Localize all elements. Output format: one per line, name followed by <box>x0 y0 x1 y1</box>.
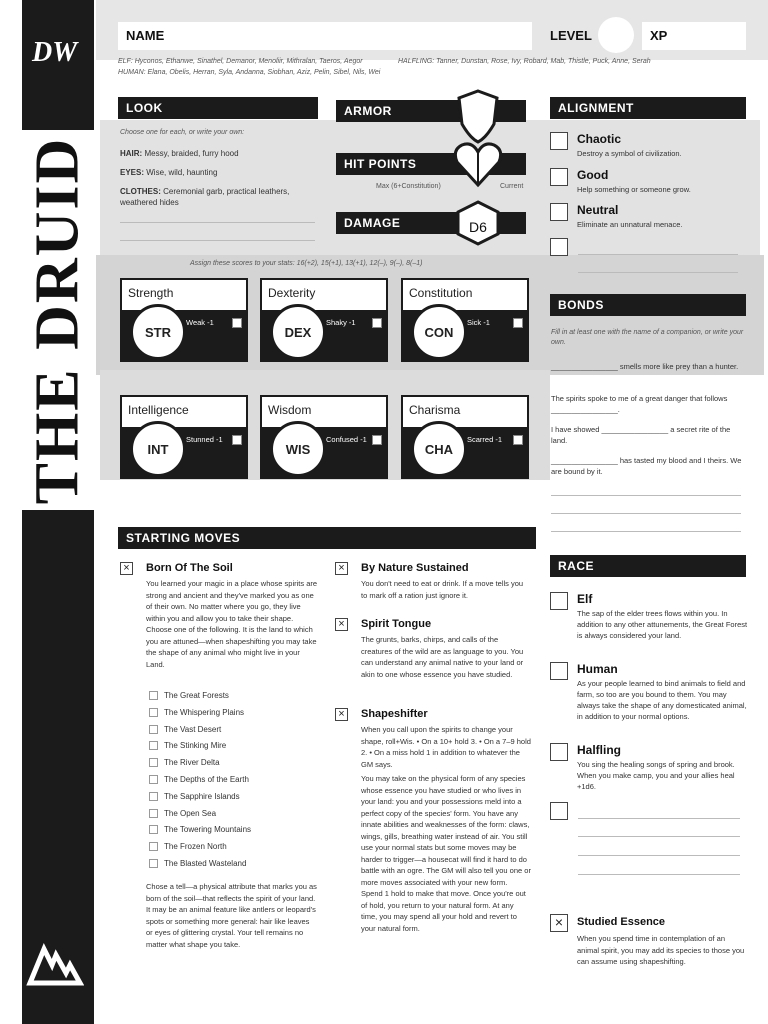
studied-essence-title: Studied Essence <box>577 916 666 928</box>
elf-names: ELF: Hyconos, Ethanwe, Sinathel, Demanor, Menoliir, Mithralan, Taeros, Aegor <box>118 58 363 65</box>
dex-score[interactable]: DEX <box>270 304 326 360</box>
land-option[interactable]: The Towering Mountains <box>149 825 251 834</box>
stat-strength: Strength STR Weak -1 <box>120 278 248 388</box>
shapeshifter-checkbox[interactable]: × <box>335 706 348 724</box>
look-eyes: EYES: Wise, wild, haunting <box>120 168 218 177</box>
hp-max-label: Max (6+Constitution) <box>376 183 441 190</box>
land-option[interactable]: The Vast Desert <box>149 725 221 734</box>
spirit-tongue-title: Spirit Tongue <box>361 618 432 630</box>
studied-essence-text: When you spend time in contemplation of an animal spirit, you may add its species to those you can assume using shapeshifting. <box>577 934 745 966</box>
bond-4[interactable]: ________________ has tasted my blood and I theirs. We are bound by it. <box>551 456 742 476</box>
spirit-tongue-checkbox[interactable]: × <box>335 616 348 634</box>
race-header: RACE <box>550 555 746 577</box>
by-nature-sustained-title: By Nature Sustained <box>361 562 469 574</box>
xp-field[interactable]: XP <box>642 22 746 50</box>
look-clothes: CLOTHES: Ceremonial garb, practical leathers, weathered hides <box>120 187 290 207</box>
starting-moves-header: STARTING MOVES <box>118 527 536 549</box>
studied-essence-checkbox[interactable]: × <box>550 914 568 932</box>
land-option[interactable]: The Great Forests <box>149 691 229 700</box>
bond-2[interactable]: The spirits spoke to me of a great danger that follows ________________. <box>551 394 728 414</box>
race-checkbox[interactable] <box>550 743 568 761</box>
str-score[interactable]: STR <box>130 304 186 360</box>
born-of-the-soil-text: You learned your magic in a place whose spirits are strong and ancient and they've marked you as one of their own. No matter where you go, they live within you and allow you to take their shape. Choose one of the following. It is the land to which you are attuned—when shapeshifting you may take the shape of any animal who might live in your Land. <box>146 579 318 669</box>
wis-score[interactable]: WIS <box>270 421 326 477</box>
spirit-tongue-text: The grunts, barks, chirps, and calls of the creatures of the wild are as language to you. You can understand any animal native to your land or akin to one whose essence you have studied. <box>361 635 524 679</box>
con-score[interactable]: CON <box>411 304 467 360</box>
armor-shield-icon[interactable] <box>456 88 500 144</box>
stat-charisma: Charisma CHA Scarred -1 <box>401 395 529 505</box>
alignment-checkbox[interactable] <box>550 203 568 221</box>
born-of-the-soil-title: Born Of The Soil <box>146 562 233 574</box>
tell-text: Chose a tell—a physical attribute that marks you as born of the soil—that reflects the spirit of your land. It may be an animal feature like antlers or leopard's spots or something more general: hair like leaves or eyes of glittering crystal. Your tell remains no matter what shape you take. <box>146 882 317 949</box>
shapeshifter-roll-text: When you call upon the spirits to change your shape, roll+Wis. • On a 10+ hold 3. • On a 7–9 hold 2. • On a miss hold 1 in addition to whatever the GM says. <box>361 725 531 769</box>
land-option[interactable]: The Frozen North <box>149 842 227 851</box>
look-header: LOOK <box>118 97 318 119</box>
race-custom-checkbox[interactable] <box>550 802 568 820</box>
assign-scores: Assign these scores to your stats: 16(+2), 15(+1), 13(+1), 12(–), 9(–), 8(–1) <box>190 260 423 267</box>
look-intro: Choose one for each, or write your own: <box>120 129 245 136</box>
level-label: LEVEL <box>550 28 592 43</box>
hp-current-label: Current <box>500 183 524 190</box>
human-names: HUMAN: Elana, Obelis, Herran, Syla, Andanna, Siobhan, Aziz, Pelin, Sibel, Nils, Wei <box>118 69 381 76</box>
shapeshifter-text: You may take on the physical form of any species whose essence you have studied or who lives in your land: you and your possessions meld into a perfect copy of the species' form. You have any innate abilities and weaknesses of the form: claws, wings, gills, breathing water instead of air. You still use your normal stats but some moves may be harder to trigger—a housecat will find it hard to do battle with an ogre. The GM will also tell you one or more moves associated with your new form. Spend 1 hold to make that move. Once you're out of hold, you return to your natural form. At any time, you may spend all your hold and revert to your natural form. <box>361 774 531 933</box>
stat-intelligence: Intelligence INT Stunned -1 <box>120 395 248 505</box>
land-option[interactable]: The Open Sea <box>149 809 216 818</box>
alignment-checkbox[interactable] <box>550 168 568 186</box>
svg-text:D6: D6 <box>469 219 487 235</box>
land-option[interactable]: The Depths of the Earth <box>149 775 249 784</box>
stat-dexterity: Dexterity DEX Shaky -1 <box>260 278 388 388</box>
hp-heart-icon[interactable] <box>452 140 504 188</box>
bond-1[interactable]: ________________ smells more like prey than a hunter. <box>551 362 739 371</box>
race-checkbox[interactable] <box>550 592 568 610</box>
damage-header: DAMAGE <box>336 212 526 234</box>
debility-checkbox[interactable] <box>232 435 242 445</box>
look-hair: HAIR: Messy, braided, furry hood <box>120 149 239 158</box>
land-option[interactable]: The Sapphire Islands <box>149 792 240 801</box>
alignment-header: ALIGNMENT <box>550 97 746 119</box>
land-option[interactable]: The Stinking Mire <box>149 741 226 750</box>
debility-checkbox[interactable] <box>513 435 523 445</box>
born-of-the-soil-checkbox[interactable]: × <box>120 560 133 578</box>
halfling-names: HALFLING: Tanner, Dunstan, Rose, Ivy, Robard, Mab, Thistle, Puck, Anne, Serah <box>398 58 651 65</box>
mountain-icon <box>26 935 84 987</box>
alignment-checkbox[interactable] <box>550 132 568 150</box>
stat-wisdom: Wisdom WIS Confused -1 <box>260 395 388 505</box>
int-score[interactable]: INT <box>130 421 186 477</box>
land-option[interactable]: The Blasted Wasteland <box>149 859 246 868</box>
bond-3[interactable]: I have showed ________________ a secret rite of the land. <box>551 425 731 445</box>
bonds-header: BONDS <box>550 294 746 316</box>
level-field[interactable] <box>598 17 634 53</box>
stat-constitution: Constitution CON Sick -1 <box>401 278 529 388</box>
debility-checkbox[interactable] <box>372 435 382 445</box>
armor-header: ARMOR <box>336 100 526 122</box>
bonds-intro: Fill in at least one with the name of a companion, or write your own. <box>551 329 744 346</box>
by-nature-sustained-checkbox[interactable]: × <box>335 560 348 578</box>
hp-header: HIT POINTS <box>336 153 526 175</box>
land-option[interactable]: The River Delta <box>149 758 220 767</box>
cha-score[interactable]: CHA <box>411 421 467 477</box>
sheet-title: THE DRUID <box>20 130 96 510</box>
debility-checkbox[interactable] <box>513 318 523 328</box>
alignment-custom-checkbox[interactable] <box>550 238 568 256</box>
debility-checkbox[interactable] <box>232 318 242 328</box>
debility-checkbox[interactable] <box>372 318 382 328</box>
dw-logo: DW <box>32 37 78 68</box>
name-field[interactable]: NAME <box>118 22 532 50</box>
by-nature-sustained-text: You don't need to eat or drink. If a move tells you to mark off a ration just ignore it. <box>361 579 524 600</box>
shapeshifter-title: Shapeshifter <box>361 708 428 720</box>
land-option[interactable]: The Whispering Plains <box>149 708 244 717</box>
damage-die-icon <box>456 200 500 246</box>
race-checkbox[interactable] <box>550 662 568 680</box>
